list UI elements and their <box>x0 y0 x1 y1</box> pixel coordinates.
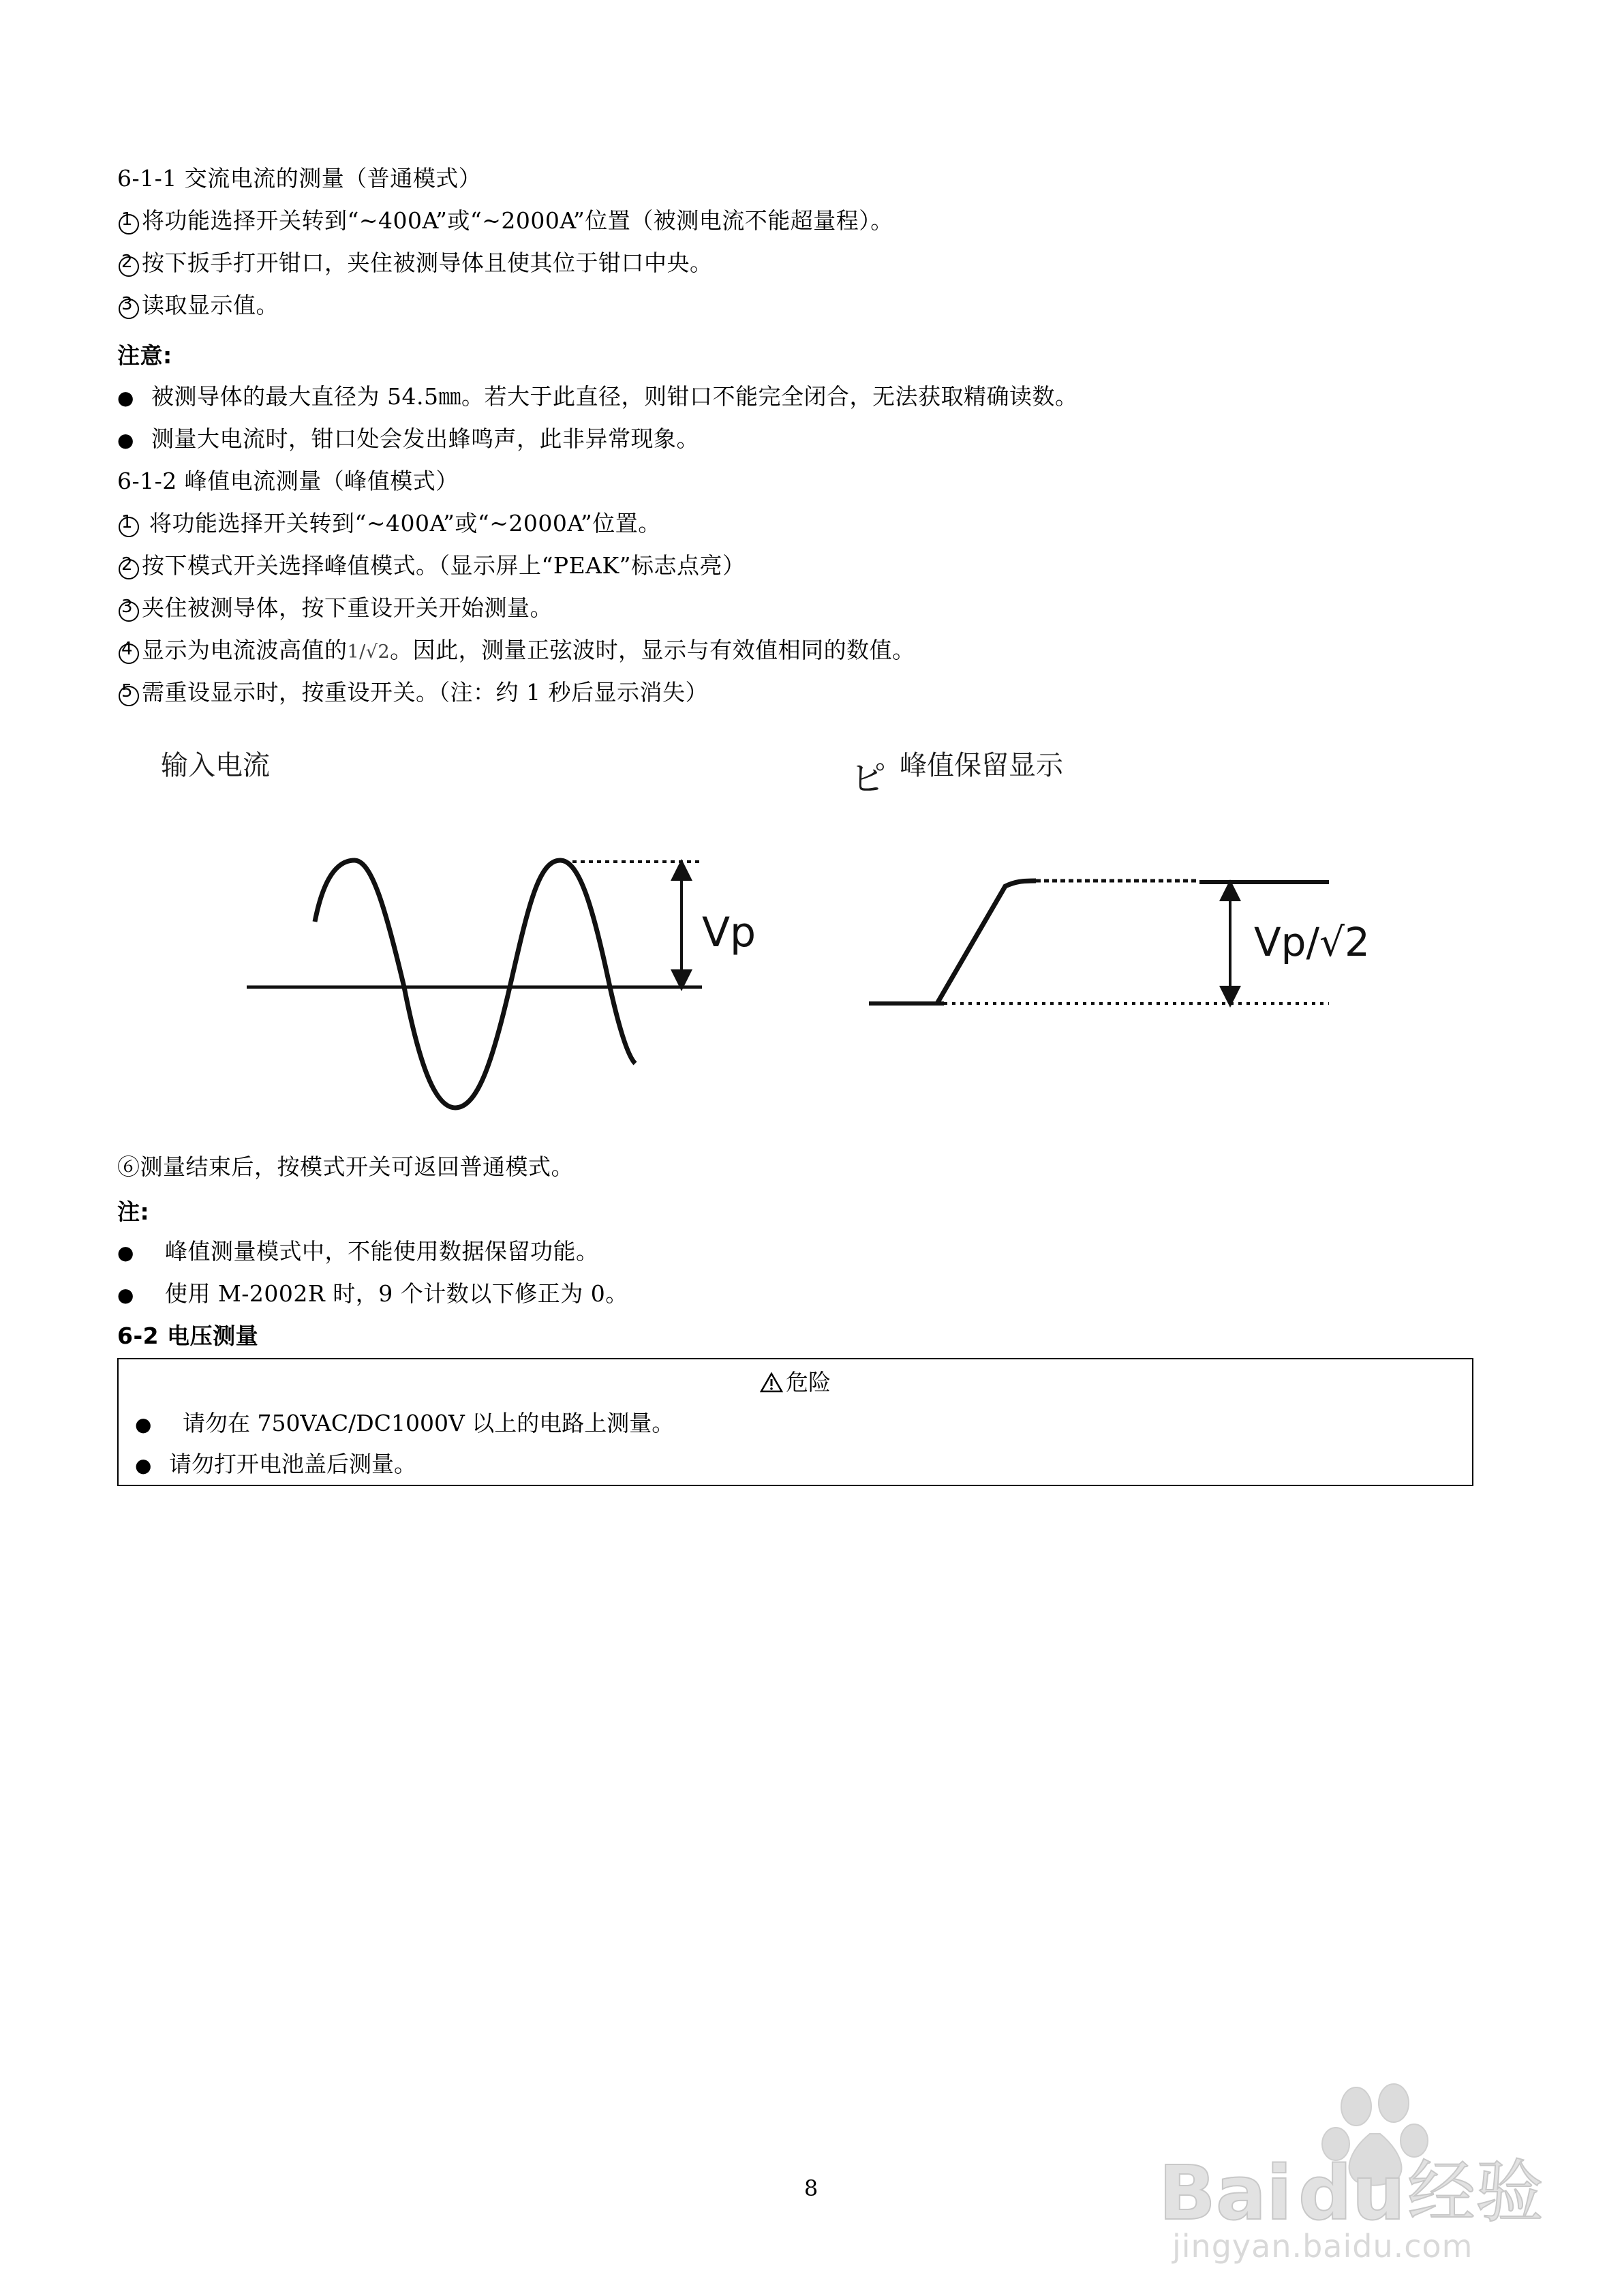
note2-title: 注: <box>117 1198 150 1225</box>
danger-box <box>117 1358 1473 1486</box>
bullet-icon: ● <box>117 429 134 451</box>
danger-title <box>119 1369 1472 1396</box>
danger-item <box>135 1449 416 1481</box>
watermark-brand: Bai <box>1159 2149 1292 2237</box>
circled-number: 1 <box>117 209 140 232</box>
circled-number: 5 <box>117 680 140 704</box>
sqrt-fraction: 1/√2 <box>347 641 391 663</box>
peak-hold-curve <box>937 881 1036 1003</box>
section-6-1-1-title: 6-1-1 交流电流的测量（普通模式） <box>117 165 482 192</box>
step-text: 需重设显示时，按重设开关。（注：约 1 秒后显示消失） <box>142 679 708 706</box>
step-text: 夹住被测导体，按下重设开关开始测量。 <box>142 594 553 621</box>
bullet-icon: ● <box>117 387 134 409</box>
figure-left-caption: 输入电流 <box>161 750 270 781</box>
note2-item <box>117 1237 599 1268</box>
circled-number: 1 <box>117 511 140 534</box>
watermark-url: jingyan.baidu.com <box>1172 2228 1473 2265</box>
danger-title-text: 危险 <box>786 1369 831 1395</box>
watermark-suffix: 经验 <box>1407 2152 1544 2232</box>
section-6-1-2-title: 6-1-2 峰值电流测量（峰值模式） <box>117 468 459 494</box>
note-text: 测量大电流时，钳口处会发出蜂鸣声，此非异常现象。 <box>151 425 699 452</box>
step-text: 将功能选择开关转到“~400A”或“~2000A”位置（被测电流不能超量程）。 <box>142 207 893 234</box>
bullet-icon: ● <box>135 1413 152 1436</box>
step-text: 显示为电流波高值的 <box>142 637 348 663</box>
watermark-brand2: du <box>1298 2149 1406 2237</box>
note2-item <box>117 1279 628 1310</box>
danger-text: 请勿打开电池盖后测量。 <box>169 1451 416 1477</box>
note-text: 使用 M-2002R 时，9 个计数以下修正为 0。 <box>165 1280 628 1307</box>
circled-number: 2 <box>117 251 140 274</box>
left-vp-label: Vp <box>702 909 756 956</box>
step-text: 将功能选择开关转到“~400A”或“~2000A”位置。 <box>142 510 661 537</box>
step-text: 按下扳手打开钳口，夹住被测导体且使其位于钳口中央。 <box>142 250 713 276</box>
page-number: 8 <box>804 2175 818 2201</box>
note-text: 被测导体的最大直径为 54.5㎜。若大于此直径，则钳口不能完全闭合，无法获取精确读数。 <box>151 383 1078 410</box>
bullet-icon: ● <box>117 1241 134 1264</box>
note-title: 注意: <box>117 342 172 369</box>
figure-right-caption: 峰值保留显示 <box>900 750 1063 781</box>
danger-item <box>135 1408 674 1440</box>
circled-number: 4 <box>117 638 140 661</box>
step-text: 按下模式开关选择峰值模式。（显示屏上“PEAK”标志点亮） <box>142 552 746 579</box>
warning-triangle-icon <box>760 1372 783 1393</box>
step-text: 。因此，测量正弦波时，显示与有效值相同的数值。 <box>390 637 915 663</box>
right-vp-label: Vp/√2 <box>1254 919 1370 965</box>
sine-wave <box>315 860 635 1108</box>
circled-number: 3 <box>117 596 140 619</box>
bullet-icon: ● <box>135 1454 152 1477</box>
figure-right-fragment: ピ <box>851 759 887 800</box>
bullet-icon: ● <box>117 1284 134 1306</box>
danger-text: 请勿在 750VAC/DC1000V 以上的电路上测量。 <box>183 1410 675 1436</box>
note-text: 峰值测量模式中，不能使用数据保留功能。 <box>165 1238 599 1265</box>
step-6: ⑥测量结束后，按模式开关可返回普通模式。 <box>117 1153 574 1180</box>
section-6-2-title: 6-2 电压测量 <box>117 1323 259 1349</box>
circled-number: 2 <box>117 554 140 577</box>
circled-number: 3 <box>117 293 140 316</box>
step-text: 读取显示值。 <box>142 292 279 318</box>
